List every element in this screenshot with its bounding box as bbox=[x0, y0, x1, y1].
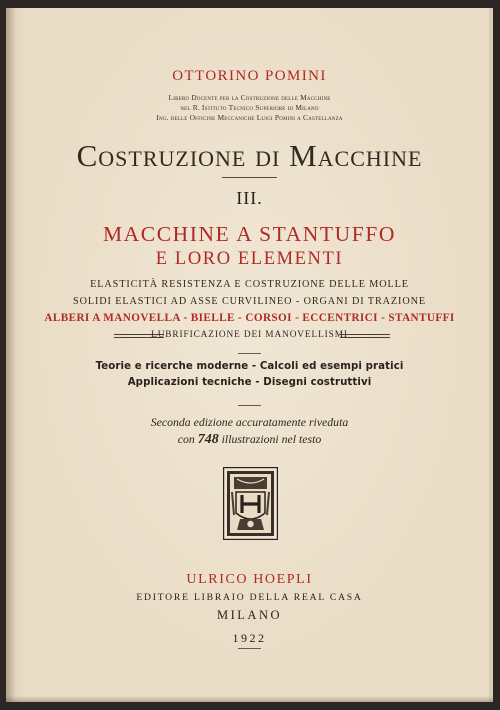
publisher-name: ULRICO HOEPLI bbox=[186, 572, 313, 587]
edition-text: con bbox=[177, 432, 198, 446]
hoepli-printer-mark-icon bbox=[223, 467, 278, 540]
edition-note: Seconda edizione accuratamente riveduta bbox=[150, 415, 349, 429]
double-rule bbox=[340, 334, 390, 338]
publication-city: MILANO bbox=[217, 608, 282, 622]
publisher-subtitle: EDITORE LIBRAIO DELLA REAL CASA bbox=[136, 592, 363, 603]
title-page bbox=[6, 8, 493, 702]
divider-rule bbox=[238, 353, 261, 354]
topic-line: SOLIDI ELASTICI AD ASSE CURVILINEO - ORGANI DI TRAZIONE bbox=[73, 296, 426, 307]
volume-number: III. bbox=[236, 188, 263, 208]
feature-line: Applicazioni tecniche - Disegni costruttivi bbox=[127, 377, 372, 388]
series-title: Costruzione di Macchine bbox=[76, 138, 423, 173]
author-credential: Libero Docente per la Costruzione delle Macchine bbox=[168, 93, 331, 102]
main-title-line-2: E LORO ELEMENTI bbox=[155, 249, 344, 269]
author-credential: Ing. delle Officine Meccaniche Luigi Pomini a Castellanza bbox=[156, 113, 343, 122]
publication-year: 1922 bbox=[232, 631, 267, 645]
divider-rule bbox=[222, 177, 277, 178]
edition-note-line-2 bbox=[6, 432, 493, 448]
author-credential: nel R. Istituto Tecnico Superiore di Milano bbox=[180, 103, 319, 112]
topic-line: ELASTICITÀ RESISTENZA E COSTRUZIONE DELLE MOLLE bbox=[90, 279, 409, 290]
illustration-count: 748 bbox=[197, 432, 219, 447]
topic-line-highlight: ALBERI A MANOVELLA - BIELLE - CORSOI - ECCENTRICI - STANTUFFI bbox=[44, 312, 455, 324]
divider-rule bbox=[238, 648, 261, 649]
divider-rule bbox=[238, 405, 261, 406]
edition-text: illustrazioni nel testo bbox=[218, 432, 322, 446]
topic-line: LUBRIFICAZIONE DEI MANOVELLISMI bbox=[151, 330, 348, 340]
page-bottom-edge bbox=[6, 696, 493, 702]
feature-line: Teorie e ricerche moderne - Calcoli ed esempi pratici bbox=[95, 361, 404, 372]
main-title: MACCHINE A STANTUFFO bbox=[102, 222, 397, 246]
author-name: OTTORINO POMINI bbox=[172, 68, 327, 84]
